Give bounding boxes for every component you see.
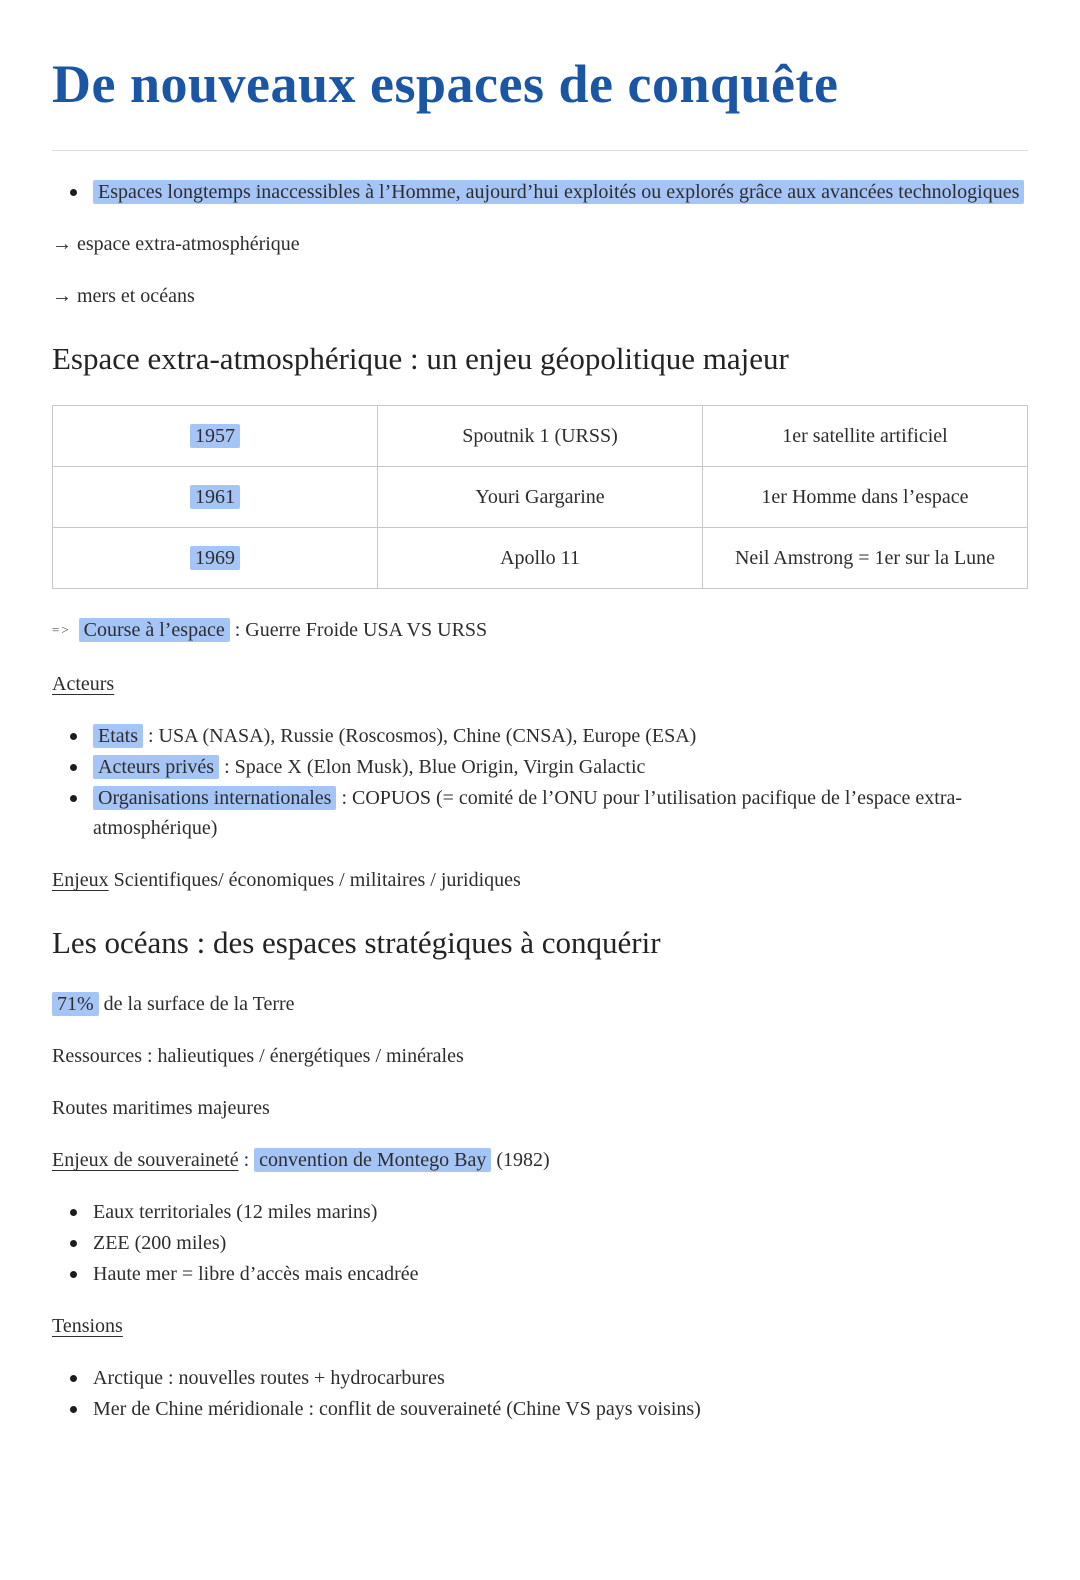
course-rest-text: : Guerre Froide USA VS URSS (229, 619, 488, 641)
table-cell-event: Youri Gargarine (378, 467, 703, 528)
table-row (53, 528, 1028, 589)
table-cell-year (53, 467, 378, 528)
space-milestones-table (52, 405, 1028, 589)
actor-rest-text: : Space X (Elon Musk), Blue Origin, Virgin Galactic (219, 756, 646, 778)
table-cell-fact: Neil Amstrong = 1er sur la Lune (703, 528, 1028, 589)
highlighted-text: Etats (93, 724, 143, 748)
highlighted-text: Organisations internationales (93, 786, 336, 810)
table-cell-fact: 1er Homme dans l’espace (703, 467, 1028, 528)
actors-label-line (52, 669, 1028, 699)
tensions-label-line (52, 1311, 1028, 1341)
table-cell-year (53, 406, 378, 467)
highlighted-year: 1957 (190, 424, 240, 448)
tensions-label: Tensions (52, 1315, 123, 1337)
table-cell-event: Spoutnik 1 (URSS) (378, 406, 703, 467)
list-item-text (93, 721, 1028, 751)
highlighted-text: convention de Montego Bay (254, 1148, 491, 1172)
bullet-icon (70, 795, 77, 802)
souverainete-rest-text: (1982) (491, 1149, 550, 1171)
table-row (53, 406, 1028, 467)
souverainete-list (52, 1197, 1028, 1289)
bullet-icon (70, 1271, 77, 1278)
enjeux-line (52, 865, 1028, 895)
list-item-text: ZEE (200 miles) (93, 1232, 227, 1254)
bullet-icon (70, 1209, 77, 1216)
actors-label: Acteurs (52, 673, 115, 695)
arrow-prefix: => (52, 622, 71, 637)
list-item (52, 1228, 1028, 1258)
list-item (52, 752, 1028, 782)
table-row (53, 467, 1028, 528)
section-heading-oceans: Les océans : des espaces stratégiques à conquérir (52, 925, 661, 960)
bullet-icon (70, 189, 77, 196)
surface-rest-text: de la surface de la Terre (98, 993, 295, 1015)
arrow-line-oceans: → mers et océans (52, 285, 195, 307)
tensions-list (52, 1363, 1028, 1424)
list-item (52, 177, 1028, 207)
list-item-text: Mer de Chine méridionale : conflit de souveraineté (Chine VS pays voisins) (93, 1398, 701, 1420)
table-cell-year (53, 528, 378, 589)
intro-list (52, 177, 1028, 207)
bullet-icon (70, 1240, 77, 1247)
souverainete-line (52, 1145, 1028, 1175)
table-cell-fact: 1er satellite artificiel (703, 406, 1028, 467)
list-item-text (93, 752, 1028, 782)
note-page (0, 54, 1080, 1424)
bullet-icon (70, 733, 77, 740)
list-item (52, 1363, 1028, 1393)
bullet-icon (70, 764, 77, 771)
highlighted-year: 1969 (190, 546, 240, 570)
highlighted-year: 1961 (190, 485, 240, 509)
highlighted-text: Espaces longtemps inaccessibles à l’Homme, aujourd’hui exploités ou explorés grâce aux avancées technologiques (93, 180, 1024, 204)
enjeux-rest-text: Scientifiques/ économiques / militaires / juridiques (108, 869, 521, 891)
list-item (52, 721, 1028, 751)
highlighted-percentage: 71% (52, 992, 99, 1016)
divider (52, 150, 1028, 151)
course-line (52, 615, 1028, 647)
list-item-text: Arctique : nouvelles routes + hydrocarbures (93, 1367, 445, 1389)
ressources-line: Ressources : halieutiques / énergétiques / minérales (52, 1045, 464, 1067)
souverainete-mid-text: : (238, 1149, 255, 1171)
page-title: De nouveaux espaces de conquête (52, 54, 839, 114)
section-heading-space: Espace extra-atmosphérique : un enjeu géopolitique majeur (52, 341, 789, 376)
list-item-text (93, 783, 1028, 843)
list-item (52, 1197, 1028, 1227)
list-item (52, 1259, 1028, 1289)
list-item (52, 1394, 1028, 1424)
actor-rest-text: : USA (NASA), Russie (Roscosmos), Chine (CNSA), Europe (ESA) (143, 725, 697, 747)
surface-line (52, 989, 1028, 1019)
list-item-text: Haute mer = libre d’accès mais encadrée (93, 1263, 419, 1285)
actors-list (52, 721, 1028, 843)
routes-line: Routes maritimes majeures (52, 1097, 270, 1119)
bullet-icon (70, 1406, 77, 1413)
list-item-text: Eaux territoriales (12 miles marins) (93, 1201, 378, 1223)
arrow-line-space: → espace extra-atmosphérique (52, 233, 300, 255)
bullet-icon (70, 1375, 77, 1382)
souverainete-label: Enjeux de souveraineté (52, 1149, 239, 1171)
highlighted-text: Course à l’espace (79, 618, 230, 642)
actor-rest-text: : COPUOS (= comité de l’ONU pour l’utilisation pacifique de l’espace extra-atmosphérique) (93, 787, 963, 839)
list-item-text (93, 177, 1028, 207)
list-item (52, 783, 1028, 843)
enjeux-label: Enjeux (52, 869, 109, 891)
highlighted-text: Acteurs privés (93, 755, 219, 779)
table-cell-event: Apollo 11 (378, 528, 703, 589)
